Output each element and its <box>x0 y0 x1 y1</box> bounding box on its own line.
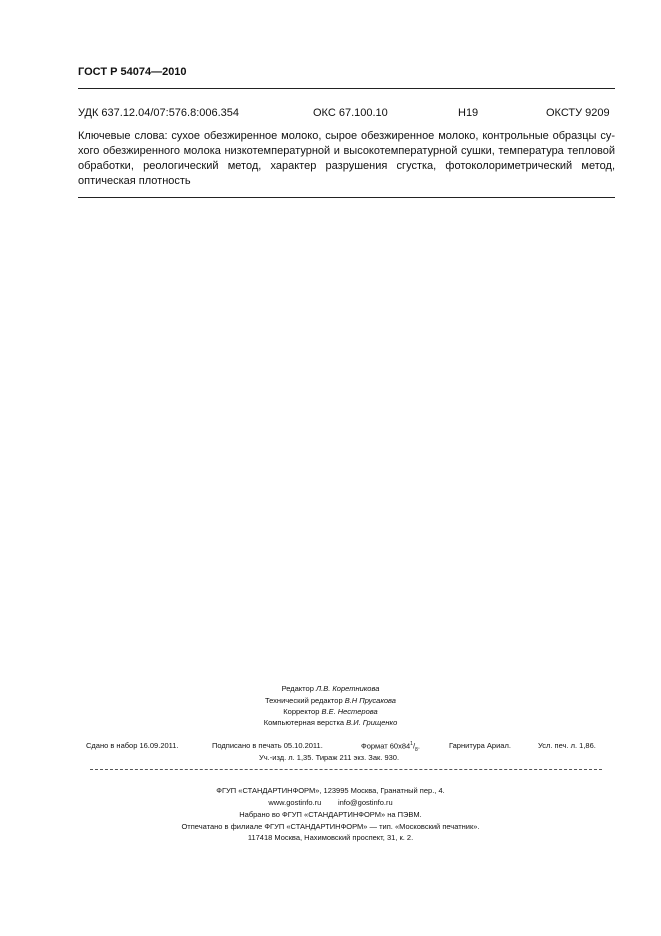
printed-note: Отпечатано в филиале ФГУП «СТАНДАРТИНФОРМ» — тип. «Московский печатник». <box>181 822 480 831</box>
submitted-date: Сдано в набор 16.09.2011. <box>86 741 179 750</box>
group-code: Н19 <box>458 107 479 119</box>
paper-format: Формат $60х84^1/_8$. <box>361 741 420 753</box>
standard-code: ГОСТ Р 54074—2010 <box>78 66 187 78</box>
oks-code: ОКС 67.100.10 <box>313 107 388 119</box>
typeface: Гарнитура Ариал. <box>449 741 511 750</box>
publisher-address: ФГУП «СТАНДАРТИНФОРМ», 123995 Москва, Гранатный пер., 4. <box>216 786 445 795</box>
keywords-line: хого обезжиренного молока низкотемпературной и высокотемпературной сушки, температура тепловой <box>78 145 615 157</box>
credit-role: Редактор <box>281 684 314 693</box>
signed-date: Подписано в печать 05.10.2011. <box>212 741 323 750</box>
printer-address: 117418 Москва, Нахимовский проспект, 31, к. 2. <box>247 833 414 842</box>
okstu-code: ОКСТУ 9209 <box>546 107 610 119</box>
format-numerator: 1 <box>410 741 413 747</box>
credit-person: В.Е. Нестерова <box>321 707 378 716</box>
credit-role: Корректор <box>283 707 320 716</box>
publisher-contacts <box>0 798 661 807</box>
credit-corrector <box>0 707 661 716</box>
keywords-line: оптическая плотность <box>78 175 191 187</box>
credit-role: Компьютерная верстка <box>263 718 345 727</box>
dashed-separator <box>90 769 602 770</box>
credit-tech-editor <box>0 696 661 705</box>
credit-person: В.И. Грищенко <box>346 718 398 727</box>
keywords-bottom-rule <box>78 197 615 198</box>
credit-role: Технический редактор <box>265 696 343 705</box>
credit-person: В.Н Прусакова <box>344 696 396 705</box>
format-prefix: Формат 60х84 <box>361 741 411 751</box>
udk-code: УДК 637.12.04/07:576.8:006.354 <box>78 107 240 119</box>
print-sheets: Усл. печ. л. 1,86. <box>538 741 596 750</box>
email-link[interactable]: info@gostinfo.ru <box>337 798 393 807</box>
keywords-block <box>78 129 615 189</box>
keywords-line: обработки, реологический метод, характер разрушения сгустка, фотоколориметрический метод, <box>78 160 615 172</box>
top-rule <box>78 88 615 89</box>
credit-layout <box>0 718 661 727</box>
credit-person: Л.В. Коретникова <box>315 684 380 693</box>
format-suffix: . <box>417 741 420 751</box>
format-denominator: 8 <box>415 747 418 753</box>
website-link[interactable]: www.gostinfo.ru <box>268 798 322 807</box>
edition-info: Уч.-изд. л. 1,35. Тираж 211 экз. Зак. 930. <box>259 753 400 762</box>
keywords-line: Ключевые слова: сухое обезжиренное молоко, сырое обезжиренное молоко, контрольные образцы су- <box>78 130 615 142</box>
typeset-note: Набрано во ФГУП «СТАНДАРТИНФОРМ» на ПЭВМ. <box>239 810 422 819</box>
credit-editor <box>0 684 661 693</box>
